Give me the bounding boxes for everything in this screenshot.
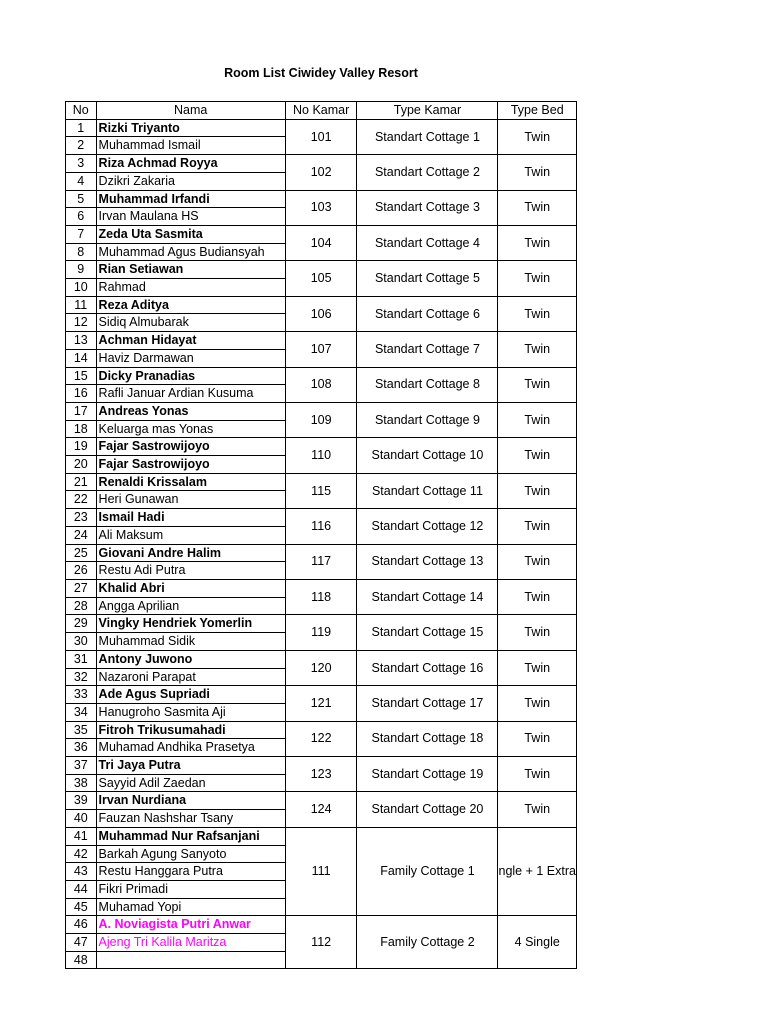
room-number-cell: 115: [285, 473, 357, 508]
bed-type-cell: Twin: [498, 579, 577, 614]
bed-type-cell: Twin: [498, 650, 577, 685]
bed-type-cell: Twin: [498, 792, 577, 827]
header-no: No: [66, 102, 97, 120]
room-number-cell: 118: [285, 579, 357, 614]
guest-name-cell: Dzikri Zakaria: [96, 172, 285, 190]
room-number-cell: 103: [285, 190, 357, 225]
bed-type-cell: Twin: [498, 509, 577, 544]
bed-type-cell: Twin: [498, 190, 577, 225]
guest-no-cell: 44: [66, 880, 97, 898]
room-number-cell: 101: [285, 119, 357, 154]
room-type-cell: Standart Cottage 16: [357, 650, 498, 685]
room-list-sheet: [65, 101, 577, 967]
bed-type-cell: Twin: [498, 544, 577, 579]
room-type-cell: Standart Cottage 12: [357, 509, 498, 544]
room-number-cell: 109: [285, 402, 357, 437]
guest-no-cell: 34: [66, 703, 97, 721]
room-number-cell: 107: [285, 332, 357, 367]
bed-type-cell: Twin: [498, 721, 577, 756]
guest-name-cell: Hanugroho Sasmita Aji: [96, 703, 285, 721]
room-type-cell: Standart Cottage 7: [357, 332, 498, 367]
guest-no-cell: 36: [66, 739, 97, 757]
room-type-cell: Family Cottage 1: [357, 827, 498, 916]
guest-no-cell: 15: [66, 367, 97, 385]
guest-name-cell: Muhammad Ismail: [96, 137, 285, 155]
room-number-cell: 105: [285, 261, 357, 296]
guest-no-cell: 4: [66, 172, 97, 190]
table-row: [66, 792, 577, 810]
table-row: [66, 721, 577, 739]
table-row: [66, 827, 577, 845]
guest-name-cell: Rian Setiawan: [96, 261, 285, 279]
guest-no-cell: 13: [66, 332, 97, 350]
guest-name-cell: Rahmad: [96, 279, 285, 297]
guest-no-cell: 3: [66, 155, 97, 173]
guest-no-cell: 22: [66, 491, 97, 509]
guest-no-cell: 16: [66, 385, 97, 403]
header-no-kamar: No Kamar: [285, 102, 357, 120]
guest-name-cell: Muhammad Nur Rafsanjani: [96, 827, 285, 845]
guest-name-cell: Heri Gunawan: [96, 491, 285, 509]
room-type-cell: Standart Cottage 1: [357, 119, 498, 154]
room-number-cell: 117: [285, 544, 357, 579]
guest-no-cell: 20: [66, 456, 97, 474]
bed-type-cell: Twin: [498, 367, 577, 402]
guest-name-cell: Barkah Agung Sanyoto: [96, 845, 285, 863]
guest-no-cell: 26: [66, 562, 97, 580]
room-type-cell: Standart Cottage 10: [357, 438, 498, 473]
guest-no-cell: 31: [66, 650, 97, 668]
guest-no-cell: 42: [66, 845, 97, 863]
table-row: [66, 473, 577, 491]
table-row: [66, 544, 577, 562]
bed-type-cell: Twin: [498, 261, 577, 296]
bed-type-cell: Twin: [498, 402, 577, 437]
guest-name-cell: [96, 951, 285, 969]
room-type-cell: Standart Cottage 11: [357, 473, 498, 508]
guest-name-cell: Ismail Hadi: [96, 509, 285, 527]
table-header-row: [66, 102, 577, 120]
room-number-cell: 121: [285, 686, 357, 721]
room-type-cell: Standart Cottage 5: [357, 261, 498, 296]
guest-no-cell: 35: [66, 721, 97, 739]
guest-name-cell: Fajar Sastrowijoyo: [96, 456, 285, 474]
guest-no-cell: 11: [66, 296, 97, 314]
guest-no-cell: 45: [66, 898, 97, 916]
guest-name-cell: Khalid Abri: [96, 579, 285, 597]
bed-type-cell: Twin: [498, 225, 577, 260]
guest-no-cell: 38: [66, 774, 97, 792]
room-number-cell: 104: [285, 225, 357, 260]
guest-no-cell: 29: [66, 615, 97, 633]
room-type-cell: Standart Cottage 8: [357, 367, 498, 402]
guest-name-cell: Reza Aditya: [96, 296, 285, 314]
guest-no-cell: 23: [66, 509, 97, 527]
room-type-cell: Standart Cottage 17: [357, 686, 498, 721]
guest-no-cell: 39: [66, 792, 97, 810]
guest-name-cell: Sidiq Almubarak: [96, 314, 285, 332]
table-row: [66, 190, 577, 208]
guest-no-cell: 30: [66, 633, 97, 651]
room-type-cell: Standart Cottage 13: [357, 544, 498, 579]
guest-name-cell: Fikri Primadi: [96, 880, 285, 898]
room-type-cell: Standart Cottage 20: [357, 792, 498, 827]
table-row: [66, 686, 577, 704]
guest-no-cell: 18: [66, 420, 97, 438]
room-number-cell: 122: [285, 721, 357, 756]
guest-name-cell: Irvan Maulana HS: [96, 208, 285, 226]
table-row: [66, 615, 577, 633]
bed-type-cell: Twin: [498, 615, 577, 650]
room-number-cell: 106: [285, 296, 357, 331]
guest-name-cell: Muhammad Agus Budiansyah: [96, 243, 285, 261]
table-row: [66, 155, 577, 173]
guest-no-cell: 41: [66, 827, 97, 845]
header-type-bed: Type Bed: [498, 102, 577, 120]
room-number-cell: 102: [285, 155, 357, 190]
bed-type-cell: 4 Single: [498, 916, 577, 969]
guest-no-cell: 14: [66, 349, 97, 367]
table-row: [66, 579, 577, 597]
room-type-cell: Standart Cottage 4: [357, 225, 498, 260]
room-type-cell: Standart Cottage 6: [357, 296, 498, 331]
guest-name-cell: Ajeng Tri Kalila Maritza: [96, 934, 285, 952]
guest-name-cell: Dicky Pranadias: [96, 367, 285, 385]
table-row: [66, 509, 577, 527]
bed-type-cell: Twin: [498, 473, 577, 508]
guest-name-cell: Restu Adi Putra: [96, 562, 285, 580]
guest-no-cell: 5: [66, 190, 97, 208]
table-row: [66, 438, 577, 456]
room-number-cell: 124: [285, 792, 357, 827]
guest-no-cell: 27: [66, 579, 97, 597]
guest-no-cell: 47: [66, 934, 97, 952]
guest-name-cell: Fitroh Trikusumahadi: [96, 721, 285, 739]
table-row: [66, 757, 577, 775]
room-number-cell: 119: [285, 615, 357, 650]
guest-name-cell: Renaldi Krissalam: [96, 473, 285, 491]
bed-type-cell: ngle + 1 Extra: [498, 827, 577, 916]
bed-type-cell: Twin: [498, 438, 577, 473]
guest-name-cell: Sayyid Adil Zaedan: [96, 774, 285, 792]
guest-name-cell: Rizki Triyanto: [96, 119, 285, 137]
guest-no-cell: 24: [66, 526, 97, 544]
guest-name-cell: Irvan Nurdiana: [96, 792, 285, 810]
guest-name-cell: Andreas Yonas: [96, 402, 285, 420]
guest-no-cell: 6: [66, 208, 97, 226]
room-number-cell: 110: [285, 438, 357, 473]
guest-no-cell: 19: [66, 438, 97, 456]
bed-type-cell: Twin: [498, 757, 577, 792]
guest-no-cell: 48: [66, 951, 97, 969]
room-number-cell: 112: [285, 916, 357, 969]
guest-name-cell: Riza Achmad Royya: [96, 155, 285, 173]
guest-name-cell: Ali Maksum: [96, 526, 285, 544]
table-row: [66, 225, 577, 243]
guest-name-cell: Giovani Andre Halim: [96, 544, 285, 562]
guest-name-cell: Fajar Sastrowijoyo: [96, 438, 285, 456]
guest-no-cell: 2: [66, 137, 97, 155]
guest-no-cell: 17: [66, 402, 97, 420]
guest-name-cell: Keluarga mas Yonas: [96, 420, 285, 438]
guest-name-cell: Muhamad Yopi: [96, 898, 285, 916]
guest-no-cell: 21: [66, 473, 97, 491]
guest-no-cell: 28: [66, 597, 97, 615]
guest-no-cell: 7: [66, 225, 97, 243]
room-type-cell: Standart Cottage 9: [357, 402, 498, 437]
table-row: [66, 119, 577, 137]
room-number-cell: 116: [285, 509, 357, 544]
guest-name-cell: Vingky Hendriek Yomerlin: [96, 615, 285, 633]
guest-name-cell: Muhammad Sidik: [96, 633, 285, 651]
bed-type-cell: Twin: [498, 332, 577, 367]
guest-name-cell: Tri Jaya Putra: [96, 757, 285, 775]
bed-type-cell: Twin: [498, 155, 577, 190]
room-type-cell: Standart Cottage 2: [357, 155, 498, 190]
room-type-cell: Standart Cottage 14: [357, 579, 498, 614]
guest-no-cell: 10: [66, 279, 97, 297]
room-type-cell: Family Cottage 2: [357, 916, 498, 969]
room-type-cell: Standart Cottage 19: [357, 757, 498, 792]
guest-no-cell: 9: [66, 261, 97, 279]
bed-type-cell: Twin: [498, 119, 577, 154]
guest-no-cell: 33: [66, 686, 97, 704]
header-type-kamar: Type Kamar: [357, 102, 498, 120]
bed-type-cell: Twin: [498, 686, 577, 721]
room-type-cell: Standart Cottage 18: [357, 721, 498, 756]
guest-name-cell: Ade Agus Supriadi: [96, 686, 285, 704]
guest-name-cell: Zeda Uta Sasmita: [96, 225, 285, 243]
guest-name-cell: Restu Hanggara Putra: [96, 863, 285, 881]
room-number-cell: 108: [285, 367, 357, 402]
table-row: [66, 650, 577, 668]
room-number-cell: 123: [285, 757, 357, 792]
table-row: [66, 367, 577, 385]
header-nama: Nama: [96, 102, 285, 120]
room-number-cell: 111: [285, 827, 357, 916]
guest-no-cell: 25: [66, 544, 97, 562]
bed-type-cell: Twin: [498, 296, 577, 331]
guest-name-cell: Muhammad Irfandi: [96, 190, 285, 208]
table-row: [66, 296, 577, 314]
table-row: [66, 261, 577, 279]
table-row: [66, 402, 577, 420]
guest-no-cell: 32: [66, 668, 97, 686]
guest-no-cell: 43: [66, 863, 97, 881]
room-type-cell: Standart Cottage 3: [357, 190, 498, 225]
guest-no-cell: 37: [66, 757, 97, 775]
guest-name-cell: Haviz Darmawan: [96, 349, 285, 367]
guest-name-cell: Nazaroni Parapat: [96, 668, 285, 686]
guest-name-cell: Fauzan Nashshar Tsany: [96, 810, 285, 828]
guest-no-cell: 46: [66, 916, 97, 934]
guest-name-cell: Muhamad Andhika Prasetya: [96, 739, 285, 757]
room-type-cell: Standart Cottage 15: [357, 615, 498, 650]
guest-no-cell: 12: [66, 314, 97, 332]
guest-no-cell: 40: [66, 810, 97, 828]
table-row: [66, 332, 577, 350]
guest-no-cell: 1: [66, 119, 97, 137]
guest-name-cell: Achman Hidayat: [96, 332, 285, 350]
page-title: Room List Ciwidey Valley Resort: [224, 66, 418, 80]
guest-name-cell: Angga Aprilian: [96, 597, 285, 615]
table-body: [66, 119, 577, 969]
room-list-table: [65, 101, 577, 969]
guest-no-cell: 8: [66, 243, 97, 261]
guest-name-cell: A. Noviagista Putri Anwar: [96, 916, 285, 934]
table-row: [66, 916, 577, 934]
guest-name-cell: Rafli Januar Ardian Kusuma: [96, 385, 285, 403]
guest-name-cell: Antony Juwono: [96, 650, 285, 668]
room-number-cell: 120: [285, 650, 357, 685]
